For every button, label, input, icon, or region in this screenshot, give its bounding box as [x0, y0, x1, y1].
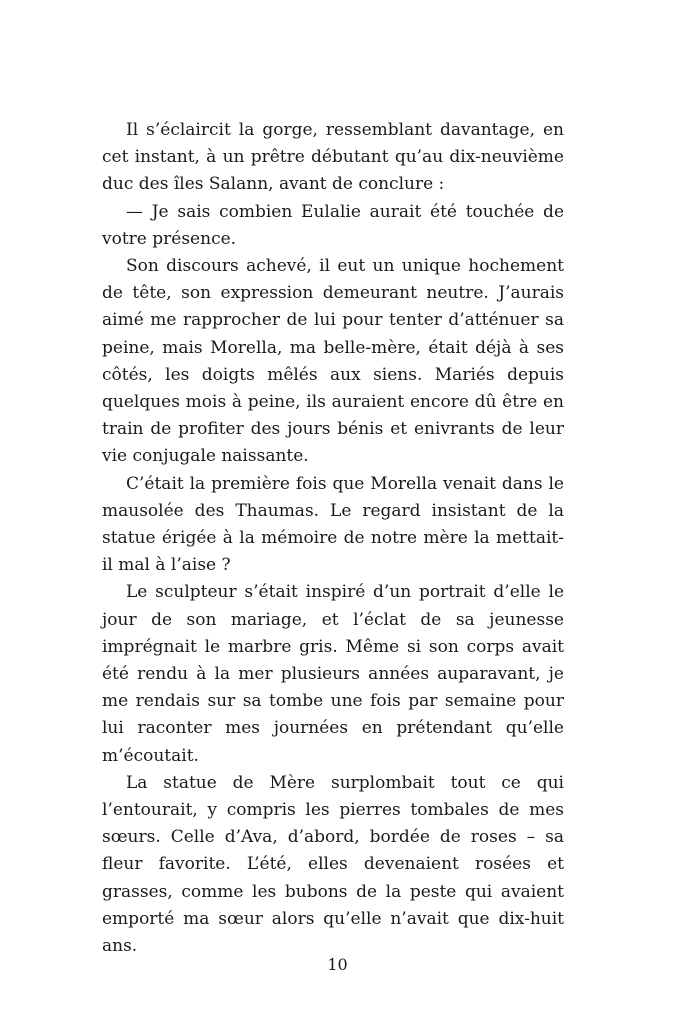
paragraph: Il s’éclaircit la gorge, ressemblant davantage, en cet instant, à un prêtre débutant qu’au dix-neuvième duc des îles Salann, avant de conclure : — [102, 120, 564, 195]
page-number: 10 — [327, 955, 348, 974]
body-text — [102, 117, 564, 960]
paragraph: — Je sais combien Eulalie aurait été touchée de votre présence. — [102, 201, 564, 249]
paragraph: C’était la première fois que Morella venait dans le mausolée des Thaumas. Le regard insistant de la statue érigée à la mémoire de notre mère la mettait-il mal à l’aise ? — [102, 473, 564, 576]
paragraph: Son discours achevé, il eut un unique hochement de tête, son expression demeurant neutre. J’aurais aimé me rapprocher de lui pour tenter d’atténuer sa peine, mais Morella, ma belle-mère, était déjà à ses côtés, les doigts mêlés aux siens. Mariés depuis quelques mois à peine, ils auraient encore dû être en train de profiter des jours bénis et enivrants de leur vie conjugale naissante. — [102, 256, 564, 467]
paragraph: Le sculpteur s’était inspiré d’un portrait d’elle le jour de son mariage, et l’éclat de sa jeunesse imprégnait le marbre gris. Même si son corps avait été rendu à la mer plusieurs années auparavant, je me rendais sur sa tombe une fois par semaine pour lui raconter mes journées en prétendant qu’elle m’écoutait. — [102, 582, 564, 766]
paragraph: La statue de Mère surplombait tout ce qui l’entourait, y compris les pierres tombales de mes sœurs. Celle d’Ava, d’abord, bordée de roses – sa fleur favorite. L’été, elles devenaient rosées et grasses, comme les bubons de la peste qui avaient emporté ma sœur alors qu’elle n’avait que dix-huit ans. — [102, 772, 564, 957]
